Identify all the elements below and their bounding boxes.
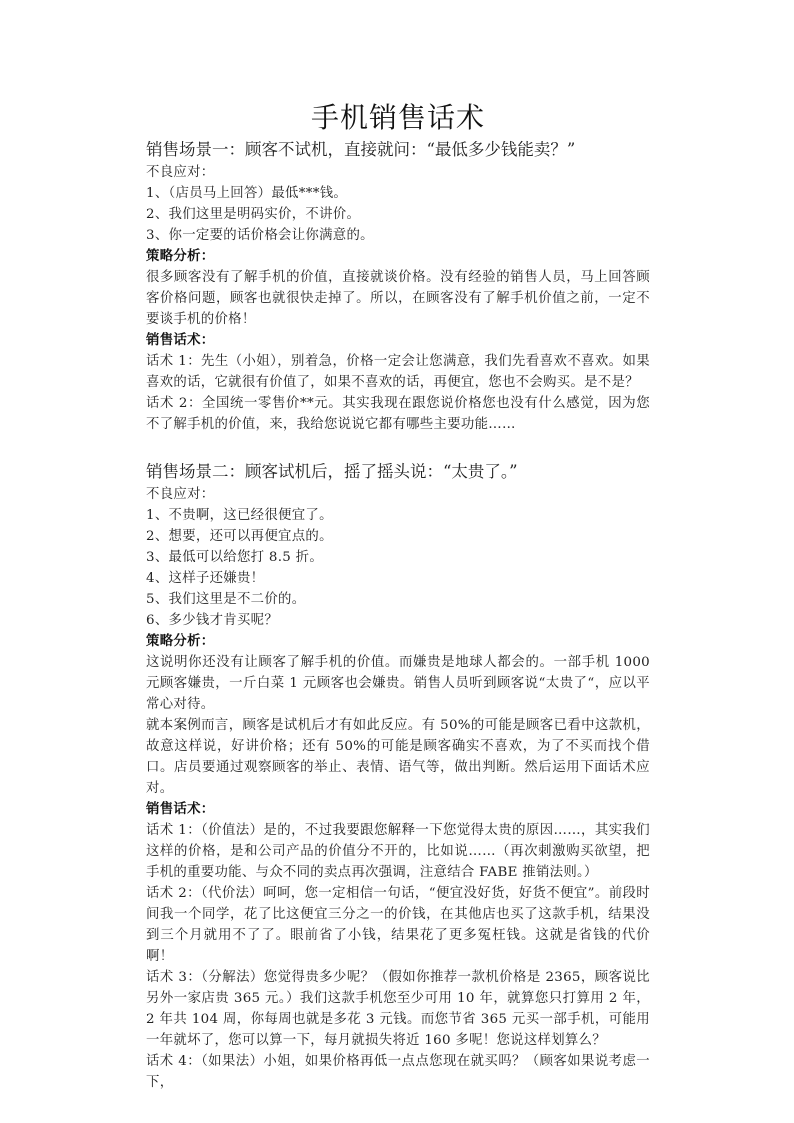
script-paragraph: 话术 1：先生（小姐），别着急，价格一定会让您满意，我们先看喜欢不喜欢。如果喜欢的话，它就很有价值了，如果不喜欢的话，再便宜，您也不会购买。是不是？ <box>146 354 650 390</box>
bad-response-item: 1、（店员马上回答）最低***钱。 <box>146 186 348 201</box>
script-label: 销售话术： <box>146 801 215 817</box>
script-paragraph: 话术 2：（代价法）呵呵，您一定相信一句话，“便宜没好货，好货不便宜”。前段时间我一个同学，花了比这便宜三分之一的价钱，在其他店也买了这款手机，结果没到三个月就用不了了。眼前省了小钱，结果花了更多冤枉钱。这就是省钱的代价啊！ <box>146 886 650 964</box>
bad-response-item: 2、想要，还可以再便宜点的。 <box>146 529 333 544</box>
section-scene-1 <box>146 138 650 435</box>
scene-heading: 销售场景二：顾客试机后，摇了摇头说：“太贵了。” <box>146 462 518 481</box>
document-page <box>146 98 650 1093</box>
bad-response-item: 1、不贵啊，这已经很便宜了。 <box>146 508 333 523</box>
section-spacer <box>146 435 650 460</box>
script-paragraph: 话术 2：全国统一零售价**元。其实我现在跟您说价格您也没有什么感觉，因为您不了解手机的价值，来，我给您说说它都有哪些主要功能…… <box>146 396 650 432</box>
scene-heading: 销售场景一：顾客不试机，直接就问：“最低多少钱能卖？” <box>146 140 576 159</box>
bad-response-item: 3、你一定要的话价格会让你满意的。 <box>146 228 374 243</box>
bad-response-item: 5、我们这里是不二价的。 <box>146 592 306 607</box>
script-label: 销售话术： <box>146 332 215 348</box>
bad-response-item: 2、我们这里是明码实价，不讲价。 <box>146 207 361 222</box>
analysis-paragraph: 这说明你还没有让顾客了解手机的价值。而嫌贵是地球人都会的。一部手机 1000 元顾客嫌贵，一斤白菜 1 元顾客也会嫌贵。销售人员听到顾客说“太贵了“，应以平常心对待。 <box>146 655 650 712</box>
analysis-label: 策略分析： <box>146 633 215 649</box>
bad-response-label: 不良应对： <box>146 165 215 180</box>
analysis-paragraph: 很多顾客没有了解手机的价值，直接就谈价格。没有经验的销售人员，马上回答顾客价格问题，顾客也就很快走掉了。所以，在顾客没有了解手机价值之前，一定不要谈手机的价格！ <box>146 270 650 327</box>
analysis-label: 策略分析： <box>146 248 215 264</box>
script-paragraph: 话术 1：（价值法）是的，不过我要跟您解释一下您觉得太贵的原因……，其实我们这样的价格，是和公司产品的价值分不开的，比如说……（再次刺激购买欲望，把手机的重要功能、与众不同的卖点再次强调，注意结合 FABE 推销法则。） <box>146 823 650 880</box>
bad-response-item: 4、这样子还嫌贵！ <box>146 571 265 586</box>
script-paragraph: 话术 3：（分解法）您觉得贵多少呢？（假如你推荐一款机价格是 2365，顾客说比另外一家店贵 365 元。）我们这款手机您至少可用 10 年，就算您只打算用 2 年，2 年共 104 周，你每周也就是多花 3 元钱。而您节省 365 元买一部手机，可能用一年就坏了，您可以算一下，每月就损失将近 160 多呢！您说这样划算么？ <box>146 970 650 1048</box>
analysis-paragraph: 就本案例而言，顾客是试机后才有如此反应。有 50%的可能是顾客已看中这款机，故意这样说，好讲价格；还有 50%的可能是顾客确实不喜欢，为了不买而找个借口。店员要通过观察顾客的举止、表情、语气等，做出判断。然后运用下面话术应对。 <box>146 718 650 796</box>
bad-response-item: 6、多少钱才肯买呢？ <box>146 613 279 628</box>
script-paragraph: 话术 4：（如果法）小姐，如果价格再低一点点您现在就买吗？（顾客如果说考虑一下， <box>146 1054 650 1090</box>
section-scene-2 <box>146 460 650 1093</box>
bad-response-label: 不良应对： <box>146 487 215 502</box>
document-title: 手机销售话术 <box>310 101 485 134</box>
bad-response-item: 3、最低可以给您打 8.5 折。 <box>146 550 324 565</box>
